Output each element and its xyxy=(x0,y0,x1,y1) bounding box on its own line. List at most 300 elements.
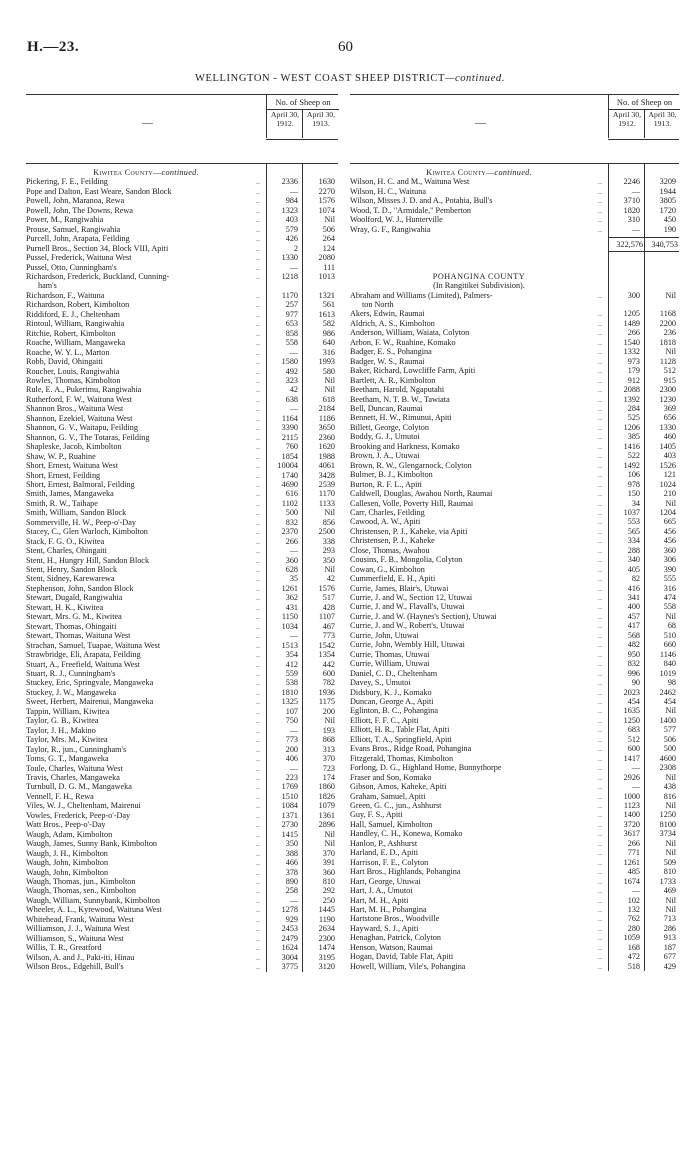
table-row xyxy=(350,300,679,309)
value-1912: 350 xyxy=(285,839,298,849)
row-name: Pickering, F. E., Feilding xyxy=(26,177,108,187)
value-1913: Nil xyxy=(665,904,676,914)
table-row xyxy=(26,584,338,593)
value-1913: 438 xyxy=(663,782,676,792)
value-1912: 360 xyxy=(285,555,298,565)
value-1913: 660 xyxy=(663,640,676,650)
table-row xyxy=(350,810,679,819)
row-leader: .. xyxy=(255,574,260,584)
value-1913: 1400 xyxy=(659,715,676,725)
value-1913: 3805 xyxy=(659,196,676,206)
row-name: Tappin, William, Kiwitea xyxy=(26,706,110,716)
row-leader: .. xyxy=(255,432,260,442)
value-1913: 713 xyxy=(663,914,676,924)
row-name: Christensen, P. J., Kaheke, via Apiti xyxy=(350,526,468,536)
row-leader: .. xyxy=(597,205,602,215)
row-name: Vowles, Frederick, Peep-o'-Day xyxy=(26,810,131,820)
row-name: Elliott, F. F. C., Apiti xyxy=(350,715,419,725)
table-row xyxy=(350,924,679,933)
value-1912: 334 xyxy=(627,536,640,546)
table-row xyxy=(26,886,338,895)
row-leader: .. xyxy=(255,338,260,348)
table-row xyxy=(350,678,679,687)
value-1913: 1186 xyxy=(318,413,335,423)
row-leader: .. xyxy=(597,659,602,669)
value-1912: 2730 xyxy=(281,820,298,830)
row-name: Abraham and Williams (Limited), Palmers- xyxy=(350,290,493,300)
value-1912: 762 xyxy=(627,914,640,924)
table-row xyxy=(350,480,679,489)
value-1912: — xyxy=(289,763,298,773)
value-1913: 200 xyxy=(322,706,335,716)
value-1912: 1624 xyxy=(281,943,298,953)
table-row xyxy=(26,924,338,933)
row-name: Hart, George, Utuwai xyxy=(350,876,421,886)
value-1913: Nil xyxy=(665,838,676,848)
table-row xyxy=(350,792,679,801)
row-leader: .. xyxy=(597,810,602,820)
value-1912: 2336 xyxy=(281,177,298,187)
value-1913: 3734 xyxy=(659,829,676,839)
table-row xyxy=(26,603,338,612)
row-leader: .. xyxy=(255,801,260,811)
value-1912: 500 xyxy=(285,508,298,518)
value-1912: 1000 xyxy=(623,791,640,801)
value-1912: 10004 xyxy=(277,461,298,471)
value-1912: 42 xyxy=(289,385,298,395)
row-name: Pope and Dalton, East Weare, Sandon Block xyxy=(26,186,172,196)
row-name: Powell, John, The Downs, Rewa xyxy=(26,205,133,215)
title-continued: —continued. xyxy=(445,73,505,84)
left-table xyxy=(26,94,338,972)
value-1913: 640 xyxy=(322,338,335,348)
row-name: Stent, Charles, Ohingaiti xyxy=(26,546,107,556)
row-leader: .. xyxy=(597,375,602,385)
row-leader: .. xyxy=(255,413,260,423)
header-rule xyxy=(266,139,338,140)
value-1912: 832 xyxy=(285,517,298,527)
value-1912: 426 xyxy=(285,234,298,244)
row-leader: .. xyxy=(597,328,602,338)
row-name: Short, Ernest, Feilding xyxy=(26,470,101,480)
value-1913: 1405 xyxy=(659,441,676,451)
row-leader: .. xyxy=(255,602,260,612)
value-1913: 1936 xyxy=(318,687,335,697)
row-leader: .. xyxy=(255,697,260,707)
value-1912: — xyxy=(289,404,298,414)
table-row xyxy=(350,187,679,196)
table-row xyxy=(350,650,679,659)
value-1913: 306 xyxy=(663,555,676,565)
row-name: Stuckey, Eric, Springvale, Mangaweka xyxy=(26,678,154,688)
row-leader: .. xyxy=(597,706,602,716)
table-row xyxy=(26,215,338,224)
row-name: Eglinton, B. C., Pohangina xyxy=(350,706,439,716)
row-leader: .. xyxy=(597,422,602,432)
table-row xyxy=(26,395,338,404)
row-name: Currie, J. and W., Robert's, Utuwai xyxy=(350,621,465,631)
value-1913: 338 xyxy=(322,536,335,546)
value-1912: 558 xyxy=(285,338,298,348)
value-1912: 568 xyxy=(627,630,640,640)
value-1913: 121 xyxy=(663,470,676,480)
row-name: Cowan, G., Kimbolton xyxy=(350,564,425,574)
row-name: Hanlon, P., Ashhurst xyxy=(350,838,418,848)
value-1912: — xyxy=(631,886,640,896)
row-name: Howell, William, Vile's, Pohangina xyxy=(350,961,466,971)
row-name: Stewart, Thomas, Ohingaiti xyxy=(26,621,117,631)
value-1912: 773 xyxy=(285,735,298,745)
table-row xyxy=(26,641,338,650)
row-name: Robb, David, Ohingaiti xyxy=(26,357,103,367)
value-1913: 370 xyxy=(322,848,335,858)
row-leader: .. xyxy=(597,895,602,905)
row-name: Currie, John, Utuwai xyxy=(350,630,419,640)
row-name: Williamson, J. J., Waituna West xyxy=(26,924,130,934)
value-1913: 561 xyxy=(322,300,335,310)
value-1913: 1613 xyxy=(318,309,335,319)
value-1913: 582 xyxy=(322,319,335,329)
table-row xyxy=(26,433,338,442)
table-row xyxy=(26,338,338,347)
table-row xyxy=(350,773,679,782)
table-row xyxy=(26,745,338,754)
table-row xyxy=(26,423,338,432)
row-leader: .. xyxy=(597,536,602,546)
row-leader: .. xyxy=(255,725,260,735)
row-name: Brown, J. A., Utuwai xyxy=(350,451,420,461)
value-1913: 1818 xyxy=(659,337,676,347)
row-leader: .. xyxy=(597,394,602,404)
value-1913: 1013 xyxy=(318,271,335,281)
row-name: Harland, E. D., Apiti xyxy=(350,848,418,858)
row-leader: .. xyxy=(255,763,260,773)
value-1913: 723 xyxy=(322,763,335,773)
row-leader: .. xyxy=(255,253,260,263)
row-name: Green, G. C., jun., Ashhurst xyxy=(350,801,442,810)
table-row xyxy=(350,451,679,460)
value-1913: Nil xyxy=(665,290,676,300)
row-name: Stent, Henry, Sandon Block xyxy=(26,565,118,575)
row-leader: .. xyxy=(597,356,602,366)
row-leader: .. xyxy=(255,914,260,924)
table-row xyxy=(26,678,338,687)
table-row xyxy=(26,518,338,527)
table-row xyxy=(350,829,679,838)
row-leader: .. xyxy=(255,820,260,830)
table-row xyxy=(350,328,679,337)
row-leader: .. xyxy=(255,385,260,395)
value-1912: 168 xyxy=(627,942,640,952)
value-1913: 517 xyxy=(322,593,335,603)
row-leader: .. xyxy=(255,565,260,575)
value-1912: 378 xyxy=(285,867,298,877)
value-1912: 385 xyxy=(627,432,640,442)
value-1913: 1074 xyxy=(318,205,335,215)
value-1913: 500 xyxy=(663,744,676,754)
value-1913: 111 xyxy=(323,262,335,272)
row-leader: .. xyxy=(597,734,602,744)
row-leader: .. xyxy=(597,829,602,839)
table-row xyxy=(26,461,338,470)
value-1913: 316 xyxy=(663,583,676,593)
value-1913: 454 xyxy=(663,697,676,707)
table-row xyxy=(350,735,679,744)
value-1912: 616 xyxy=(285,489,298,499)
table-row xyxy=(350,565,679,574)
section-heading-name: Kiwitea County— xyxy=(426,168,495,177)
row-name: Henaghan, Patrick, Colyton xyxy=(350,933,441,943)
row-name: Harrison, F. E., Colyton xyxy=(350,857,429,867)
row-name: Evans Bros., Ridge Road, Pohangina xyxy=(350,744,472,754)
value-1912: 929 xyxy=(285,914,298,924)
section-heading xyxy=(26,168,266,177)
value-1913: 510 xyxy=(663,630,676,640)
section-heading-name: Kiwitea County— xyxy=(93,168,162,177)
value-1913: Nil xyxy=(324,716,335,726)
table-row xyxy=(350,962,679,971)
value-1912: 2453 xyxy=(281,924,298,934)
value-1912: 518 xyxy=(627,961,640,971)
row-name: Christensen, P. J., Kaheke xyxy=(350,536,435,546)
table-row xyxy=(26,660,338,669)
table-row xyxy=(26,187,338,196)
row-name: Smith, William, Sandon Block xyxy=(26,508,127,518)
table-row xyxy=(26,593,338,602)
row-name: Currie, John, Wembly Hill, Utuwai xyxy=(350,640,465,650)
value-1912: 107 xyxy=(285,706,298,716)
row-leader: .. xyxy=(255,659,260,669)
row-name: Currie, J. and W. (Haynes's Section), Utuwai xyxy=(350,611,497,621)
value-1912: 538 xyxy=(285,678,298,688)
value-1913: 391 xyxy=(322,858,335,868)
table-row xyxy=(350,877,679,886)
table-row xyxy=(26,669,338,678)
table-row xyxy=(26,442,338,451)
table-row xyxy=(26,697,338,706)
table-row xyxy=(26,310,338,319)
row-name: Carr, Charles, Feilding xyxy=(350,507,425,517)
table-row xyxy=(350,413,679,422)
row-leader: .. xyxy=(255,924,260,934)
value-1912: 403 xyxy=(285,215,298,225)
row-name: Smith, James, Mangaweka xyxy=(26,489,114,499)
value-1913: 474 xyxy=(663,593,676,603)
table-row xyxy=(26,263,338,272)
value-1912: — xyxy=(631,186,640,196)
table-row xyxy=(350,432,679,441)
section-heading-continued: continued. xyxy=(494,168,532,177)
value-1913: 509 xyxy=(663,857,676,867)
value-1913: 913 xyxy=(663,933,676,943)
row-leader: .. xyxy=(597,290,602,300)
value-1913: 428 xyxy=(322,602,335,612)
value-1912: 1769 xyxy=(281,782,298,792)
row-leader: .. xyxy=(597,318,602,328)
value-1913: 2360 xyxy=(318,432,335,442)
row-leader: .. xyxy=(255,687,260,697)
value-1912: 1400 xyxy=(623,810,640,820)
value-1912: 417 xyxy=(627,621,640,631)
value-1913: 429 xyxy=(663,961,676,971)
value-1912: 653 xyxy=(285,319,298,329)
table-row xyxy=(26,319,338,328)
value-1912: 2023 xyxy=(623,687,640,697)
row-name: Roucher, Louis, Rangiwahia xyxy=(26,366,120,376)
table-row xyxy=(350,574,679,583)
table-row xyxy=(350,659,679,668)
row-name: Currie, Thomas, Utuwai xyxy=(350,649,430,659)
value-1912: 978 xyxy=(627,479,640,489)
table-row xyxy=(350,404,679,413)
value-1912: 858 xyxy=(285,328,298,338)
table-row xyxy=(350,669,679,678)
value-1913: Nil xyxy=(665,498,676,508)
row-name: Cummerfield, E. H., Apiti xyxy=(350,574,436,584)
row-leader: .. xyxy=(255,451,260,461)
row-name: Willis, T. R., Greatford xyxy=(26,943,102,953)
value-1912: — xyxy=(631,224,640,234)
row-name: Elliott, H. R., Table Flat, Apiti xyxy=(350,725,450,735)
value-1912: 1489 xyxy=(623,318,640,328)
table-row xyxy=(26,915,338,924)
row-leader: .. xyxy=(255,196,260,206)
row-name: ton North xyxy=(362,299,394,309)
row-leader: .. xyxy=(255,895,260,905)
table-row xyxy=(26,631,338,640)
value-1912: 310 xyxy=(627,215,640,225)
row-leader: .. xyxy=(597,914,602,924)
value-1912: 1205 xyxy=(623,309,640,319)
row-name: Waugh, James, Sunny Bank, Kimbolton xyxy=(26,839,158,849)
row-leader: .. xyxy=(255,357,260,367)
row-leader: .. xyxy=(597,857,602,867)
value-1912: 1740 xyxy=(281,470,298,480)
table-row xyxy=(350,612,679,621)
row-name: Currie, James, Blair's, Utuwai xyxy=(350,583,449,593)
table-row xyxy=(350,366,679,375)
value-1913: 210 xyxy=(663,489,676,499)
total-rule xyxy=(608,237,679,238)
row-leader: .. xyxy=(255,640,260,650)
value-1912: 412 xyxy=(285,659,298,669)
table-row xyxy=(26,414,338,423)
value-1912: 1261 xyxy=(623,857,640,867)
total-1913: 340,753 xyxy=(651,240,678,250)
table-row xyxy=(26,537,338,546)
row-leader: .. xyxy=(597,791,602,801)
table-row xyxy=(350,848,679,857)
value-1912: 565 xyxy=(627,526,640,536)
value-1913: 3428 xyxy=(318,470,335,480)
value-1912: 2246 xyxy=(623,177,640,187)
value-1912: 525 xyxy=(627,413,640,423)
value-1912: 35 xyxy=(289,574,298,584)
value-1913: 1079 xyxy=(318,801,335,811)
table-row xyxy=(350,527,679,536)
row-name: Boddy, G. J., Umutoi xyxy=(350,432,420,442)
value-1912: 522 xyxy=(627,451,640,461)
table-row xyxy=(26,905,338,914)
value-1912: 890 xyxy=(285,876,298,886)
value-1912: 832 xyxy=(627,659,640,669)
value-1912: 457 xyxy=(627,611,640,621)
row-leader: .. xyxy=(255,470,260,480)
value-1912: 579 xyxy=(285,224,298,234)
row-leader: .. xyxy=(597,413,602,423)
value-1912: 1674 xyxy=(623,876,640,886)
table-row xyxy=(350,631,679,640)
page-number: 60 xyxy=(338,39,353,55)
value-1912: 90 xyxy=(631,678,640,688)
value-1913: 1445 xyxy=(318,905,335,915)
table-row xyxy=(26,868,338,877)
value-1912: 996 xyxy=(627,668,640,678)
value-1912: 354 xyxy=(285,650,298,660)
value-1913: 360 xyxy=(663,545,676,555)
value-1913: Nil xyxy=(324,508,335,518)
row-leader: .. xyxy=(597,441,602,451)
table-row xyxy=(350,376,679,385)
value-1913: 1330 xyxy=(659,422,676,432)
row-leader: .. xyxy=(597,801,602,810)
row-name: Pussel, Frederick, Waituna West xyxy=(26,253,132,263)
row-leader: .. xyxy=(255,593,260,603)
value-1913: 868 xyxy=(322,735,335,745)
table-row xyxy=(26,830,338,839)
row-name: Taylor, J. H., Makino xyxy=(26,725,96,735)
value-1913: 4061 xyxy=(318,461,335,471)
value-1912: — xyxy=(289,546,298,556)
value-1912: — xyxy=(289,347,298,357)
row-name: Stewart, Thomas, Waituna West xyxy=(26,631,131,641)
value-1912: 1084 xyxy=(281,801,298,811)
value-1912: 3617 xyxy=(623,829,640,839)
value-1912: 600 xyxy=(627,744,640,754)
value-1912: 512 xyxy=(627,734,640,744)
header-dash: — xyxy=(142,117,153,129)
row-name: Short, Ernest, Waituna West xyxy=(26,461,118,471)
table-row xyxy=(350,754,679,763)
value-1912: 288 xyxy=(627,545,640,555)
value-1912: — xyxy=(289,186,298,196)
value-1912: 431 xyxy=(285,602,298,612)
table-row xyxy=(350,385,679,394)
value-1912: 102 xyxy=(627,895,640,905)
row-leader: .. xyxy=(597,753,602,763)
value-1912: 1810 xyxy=(281,687,298,697)
table-row xyxy=(350,602,679,611)
row-name: Stephenson, John, Sandon Block xyxy=(26,583,134,593)
table-row xyxy=(350,896,679,905)
value-1913: 2300 xyxy=(659,385,676,395)
value-1913: 360 xyxy=(322,867,335,877)
value-1912: 1261 xyxy=(281,583,298,593)
value-1912: 628 xyxy=(285,565,298,575)
table-row xyxy=(350,933,679,942)
value-1913: 1361 xyxy=(318,810,335,820)
value-1913: 42 xyxy=(326,574,335,584)
row-name: Richardson, F., Waituna xyxy=(26,290,105,300)
row-leader: .. xyxy=(255,962,260,972)
row-name: Wilson, Misses J. D. and A., Potahia, Bull's xyxy=(350,196,493,206)
row-name: Shapleske, Jacob, Kimbolton xyxy=(26,442,122,452)
table-row xyxy=(26,489,338,498)
row-name: Waugh, Thomas, sen., Kimbolton xyxy=(26,886,136,896)
value-1913: 350 xyxy=(322,555,335,565)
value-1913: 456 xyxy=(663,536,676,546)
row-name: Shaw, W. P., Ruahine xyxy=(26,451,96,461)
